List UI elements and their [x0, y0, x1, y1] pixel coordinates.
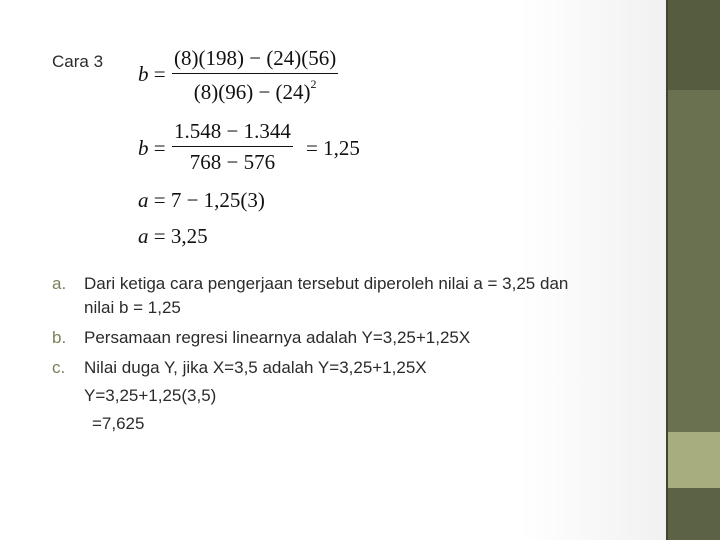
fraction-b-formula	[172, 46, 338, 105]
list-item	[52, 356, 662, 436]
list-item-text: Dari ketiga cara pengerjaan tersebut diperoleh nilai a = 3,25 dan	[84, 274, 569, 293]
fraction-bar	[172, 73, 338, 74]
equals-sign: =	[153, 136, 166, 160]
conclusion-list	[52, 272, 662, 436]
equation-a-result	[138, 224, 208, 249]
equation-b-computed	[138, 136, 166, 161]
list-item-text: Nilai duga Y, jika X=3,5 adalah Y=3,25+1,25X	[84, 358, 427, 377]
sidebar-block-middle	[666, 90, 720, 432]
equation-lhs: b	[138, 136, 149, 160]
equation-lhs: a	[138, 188, 149, 212]
decorative-sidebar	[666, 0, 720, 540]
sidebar-edge	[666, 0, 668, 540]
equation-a-substitution	[138, 188, 265, 213]
sidebar-block-accent	[666, 432, 720, 488]
sidebar-block-bottom	[666, 488, 720, 540]
sidebar-block-top	[666, 0, 720, 90]
equation-rhs: = 3,25	[153, 224, 208, 248]
fraction-denominator: 768 − 576	[189, 150, 276, 174]
list-item	[52, 272, 662, 320]
list-marker: a.	[52, 274, 67, 293]
fraction-denominator	[172, 77, 338, 105]
equation-b-formula	[138, 62, 166, 87]
fraction-numerator: 1.548 − 1.344	[174, 119, 291, 143]
list-marker: b.	[52, 328, 67, 347]
list-item-text: Persamaan regresi linearnya adalah Y=3,25+1,25X	[84, 328, 471, 347]
fraction-b-computed	[172, 119, 293, 175]
equals-sign: =	[153, 62, 166, 86]
equation-rhs: = 7 − 1,25(3)	[153, 188, 265, 212]
list-item-continuation: Y=3,25+1,25(3,5)	[84, 386, 217, 405]
list-marker: c.	[52, 358, 66, 377]
fraction-numerator: (8)(198) − (24)(56)	[174, 46, 337, 70]
list-item-continuation: nilai b = 1,25	[84, 298, 181, 317]
denominator-exponent: 2	[310, 77, 317, 91]
list-item-continuation: =7,625	[92, 414, 145, 433]
method-label: Cara 3	[52, 52, 104, 71]
equation-lhs: b	[138, 62, 149, 86]
equation-lhs: a	[138, 224, 149, 248]
fraction-bar	[172, 146, 293, 147]
equation-b-result: = 1,25	[306, 136, 360, 160]
list-item	[52, 326, 662, 350]
denominator-base: (8)(96) − (24)	[193, 80, 311, 104]
